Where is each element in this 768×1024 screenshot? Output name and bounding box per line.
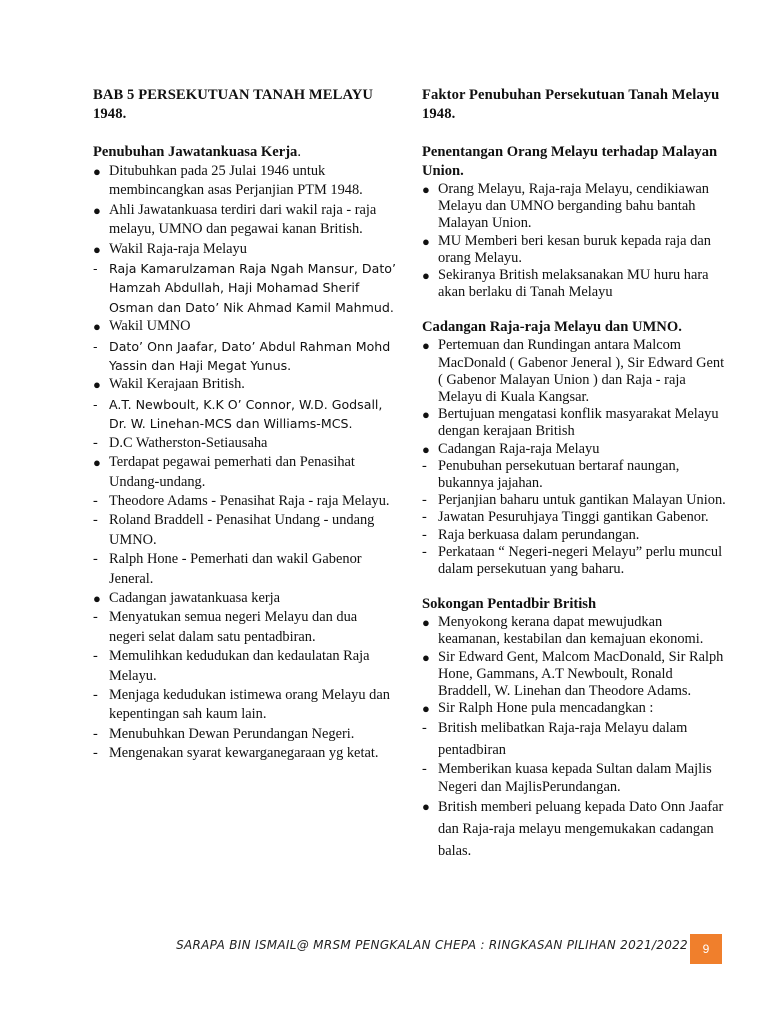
list-item [422, 509, 727, 526]
bullet-marker: ● [422, 233, 430, 249]
bullet-marker: ● [93, 377, 101, 393]
list-item [93, 453, 396, 492]
list-item [422, 441, 727, 458]
dash-marker: - [93, 492, 98, 509]
list-item-text: Penubuhan persekutuan bertaraf naungan, bukannya jajahan. [438, 457, 680, 492]
list-item [422, 796, 727, 862]
list-item [93, 647, 396, 686]
section-heading-jawatankuasa [93, 143, 396, 162]
list-item-text: British memberi peluang kepada Dato Onn Jaafar dan Raja-raja melayu mengemukakan cadangan balas. [438, 798, 724, 859]
list-item-text: Bertujuan mengatasi konflik masyarakat Melayu dengan kerajaan British [438, 406, 719, 440]
list-item-text: Ahli Jawatankuasa terdiri dari wakil raja - raja melayu, UMNO dan pegawai kanan British. [109, 201, 377, 238]
page-number: 9 [702, 942, 710, 956]
left-item-list [93, 162, 396, 764]
list-item-text: Sekiranya British melaksanakan MU huru hara akan berlaku di Tanah Melayu [438, 267, 709, 301]
list-item [93, 608, 396, 647]
list-item-text: Perjanjian baharu untuk gantikan Malayan Union. [438, 492, 726, 509]
list-item-text: Menyatukan semua negeri Melayu dan dua negeri selat dalam satu pentadbiran. [109, 609, 358, 645]
chapter-title: BAB 5 PERSEKUTUAN TANAH MELAYU 1948. [93, 87, 374, 122]
list-item [93, 162, 396, 201]
dash-marker: - [422, 761, 427, 778]
list-item [422, 761, 727, 795]
list-item [422, 267, 727, 301]
dash-marker: - [422, 526, 427, 543]
list-item [93, 337, 396, 376]
list-item [93, 686, 396, 725]
bullet-marker: ● [93, 319, 101, 335]
list-item-text: Theodore Adams - Penasihat Raja - raja Melayu. [109, 492, 390, 509]
section-item-list [422, 337, 727, 578]
bullet-marker: ● [93, 241, 101, 257]
dash-marker: - [93, 512, 98, 529]
list-item [422, 717, 727, 761]
list-item-text: Orang Melayu, Raja-raja Melayu, cendikiawan Melayu dan UMNO berganding bahu bantah Malayan Union. [438, 181, 709, 232]
dash-marker: - [93, 609, 98, 626]
section-heading-suffix: . [297, 144, 302, 160]
left-column [93, 86, 396, 764]
list-item-text: British melibatkan Raja-raja Melayu dalam pentadbiran [438, 720, 688, 759]
list-item [93, 201, 396, 240]
right-section [422, 595, 727, 862]
bullet-marker: ● [422, 701, 430, 717]
right-section [422, 318, 727, 578]
right-column [422, 86, 727, 879]
list-item [422, 544, 727, 578]
list-item-text: Roland Braddell - Penasihat Undang - undang UMNO. [109, 512, 375, 548]
list-item-text: Dato’ Onn Jaafar, Dato’ Abdul Rahman Mohd Yassin dan Haji Megat Yunus. [109, 338, 391, 374]
list-item-text: Sir Ralph Hone pula mencadangkan : [438, 700, 654, 717]
list-item [93, 550, 396, 589]
list-item [422, 527, 727, 544]
bullet-marker: ● [93, 164, 101, 179]
dash-marker: - [93, 686, 98, 703]
list-item [422, 614, 727, 648]
list-item-text: Raja Kamarulzaman Raja Ngah Mansur, Dato’ Hamzah Abdullah, Haji Mohamad Sherif Osman dan Dato’ Nik Ahmad Kamil Mahmud. [109, 261, 396, 315]
list-item [422, 458, 727, 492]
list-item [93, 744, 396, 763]
list-item [93, 259, 396, 317]
list-item-text: Cadangan jawatankuasa kerja [109, 589, 281, 606]
list-item-text: Ditubuhkan pada 25 Julai 1946 untuk membincangkan asas Perjanjian PTM 1948. [109, 163, 363, 199]
footer-text: SARAPA BIN ISMAIL@ MRSM PENGKALAN CHEPA : RINGKASAN PILIHAN 2021/2022 [176, 938, 688, 952]
bullet-marker: ● [422, 268, 430, 284]
dash-marker: - [93, 745, 98, 762]
bullet-marker: ● [422, 649, 430, 665]
list-item-text: Memberikan kuasa kepada Sultan dalam Majlis Negeri dan MajlisPerundangan. [438, 761, 712, 795]
dash-marker: - [93, 551, 98, 568]
dash-marker: - [422, 720, 427, 737]
list-item-text: Cadangan Raja-raja Melayu [438, 440, 600, 457]
list-item-text: Wakil Kerajaan British. [109, 376, 245, 393]
list-item [93, 240, 396, 259]
list-item-text: D.C Watherston-Setiausaha [109, 434, 268, 451]
dash-marker: - [93, 261, 98, 277]
list-item-text: Perkataan “ Negeri-negeri Melayu” perlu muncul dalam persekutuan yang baharu. [438, 543, 723, 578]
list-item-text: Menyokong kerana dapat mewujudkan keamanan, kestabilan dan kemajuan ekonomi. [438, 614, 704, 648]
section-item-list [422, 181, 727, 301]
list-item-text: Menjaga kedudukan istimewa orang Melayu dan kepentingan sah kaum lain. [109, 686, 390, 723]
dash-marker: - [93, 396, 98, 412]
list-item [422, 700, 727, 717]
bullet-marker: ● [93, 455, 101, 471]
list-item [422, 649, 727, 701]
list-item [422, 181, 727, 233]
bullet-marker: ● [422, 798, 430, 814]
list-item-text: Pertemuan dan Rundingan antara Malcom MacDonald ( Gabenor Jeneral ), Sir Edward Gent ( Gabenor Malayan Union ) dan Raja - raja Melayu di Kuala Kangsar. [438, 337, 725, 406]
list-item-text: Mengenakan syarat kewarganegaraan yg ketat. [109, 745, 379, 762]
list-item-text: Wakil Raja-raja Melayu [109, 240, 247, 257]
list-item [93, 317, 396, 336]
list-item [93, 375, 396, 394]
section-heading: Sokongan Pentadbir British [422, 596, 597, 613]
list-item [422, 233, 727, 267]
list-item [93, 725, 396, 744]
bullet-marker: ● [422, 182, 430, 197]
section-item-list [422, 614, 727, 862]
list-item [422, 406, 727, 440]
bullet-marker: ● [422, 407, 430, 423]
list-item-text: Wakil UMNO [109, 318, 191, 335]
list-item-text: Jawatan Pesuruhjaya Tinggi gantikan Gabenor. [438, 509, 709, 526]
section-heading-text: Penubuhan Jawatankuasa Kerja [93, 144, 298, 160]
list-item-text: Sir Edward Gent, Malcom MacDonald, Sir Ralph Hone, Gammans, A.T Newboult, Ronald Braddell, W. Linehan dan Theodore Adams. [438, 648, 724, 700]
dash-marker: - [93, 725, 98, 742]
page-number-badge [690, 934, 722, 964]
list-item-text: Memulihkan kedudukan dan kedaulatan Raja Melayu. [109, 648, 370, 684]
list-item-text: Terdapat pegawai pemerhati dan Penasihat Undang-undang. [109, 454, 355, 490]
bullet-marker: ● [422, 441, 430, 457]
dash-marker: - [93, 434, 98, 451]
bullet-marker: ● [93, 590, 101, 606]
list-item-text: Ralph Hone - Pemerhati dan wakil Gabenor Jeneral. [109, 551, 362, 587]
list-item-text: MU Memberi beri kesan buruk kepada raja dan orang Melayu. [438, 232, 711, 266]
list-item [93, 395, 396, 434]
right-column-title: Faktor Penubuhan Persekutuan Tanah Melayu 1948. [422, 87, 720, 122]
bullet-marker: ● [422, 615, 430, 631]
bullet-marker: ● [422, 338, 430, 354]
right-section [422, 143, 727, 301]
list-item [93, 492, 396, 511]
list-item [422, 492, 727, 509]
dash-marker: - [422, 492, 427, 509]
list-item-text: Menubuhkan Dewan Perundangan Negeri. [109, 725, 355, 742]
list-item-text: A.T. Newboult, K.K O’ Connor, W.D. Godsall, Dr. W. Linehan-MCS dan Williams-MCS. [109, 396, 383, 432]
list-item [93, 434, 396, 453]
section-heading: Cadangan Raja-raja Melayu dan UMNO. [422, 319, 682, 336]
section-heading: Penentangan Orang Melayu terhadap Malayan Union. [422, 144, 718, 179]
dash-marker: - [422, 543, 427, 560]
dash-marker: - [422, 457, 427, 474]
list-item [422, 337, 727, 406]
dash-marker: - [422, 509, 427, 526]
right-sections [422, 143, 727, 862]
dash-marker: - [93, 648, 98, 665]
list-item [93, 589, 396, 608]
bullet-marker: ● [93, 202, 101, 218]
dash-marker: - [93, 338, 98, 354]
list-item-text: Raja berkuasa dalam perundangan. [438, 526, 640, 543]
list-item [93, 511, 396, 550]
